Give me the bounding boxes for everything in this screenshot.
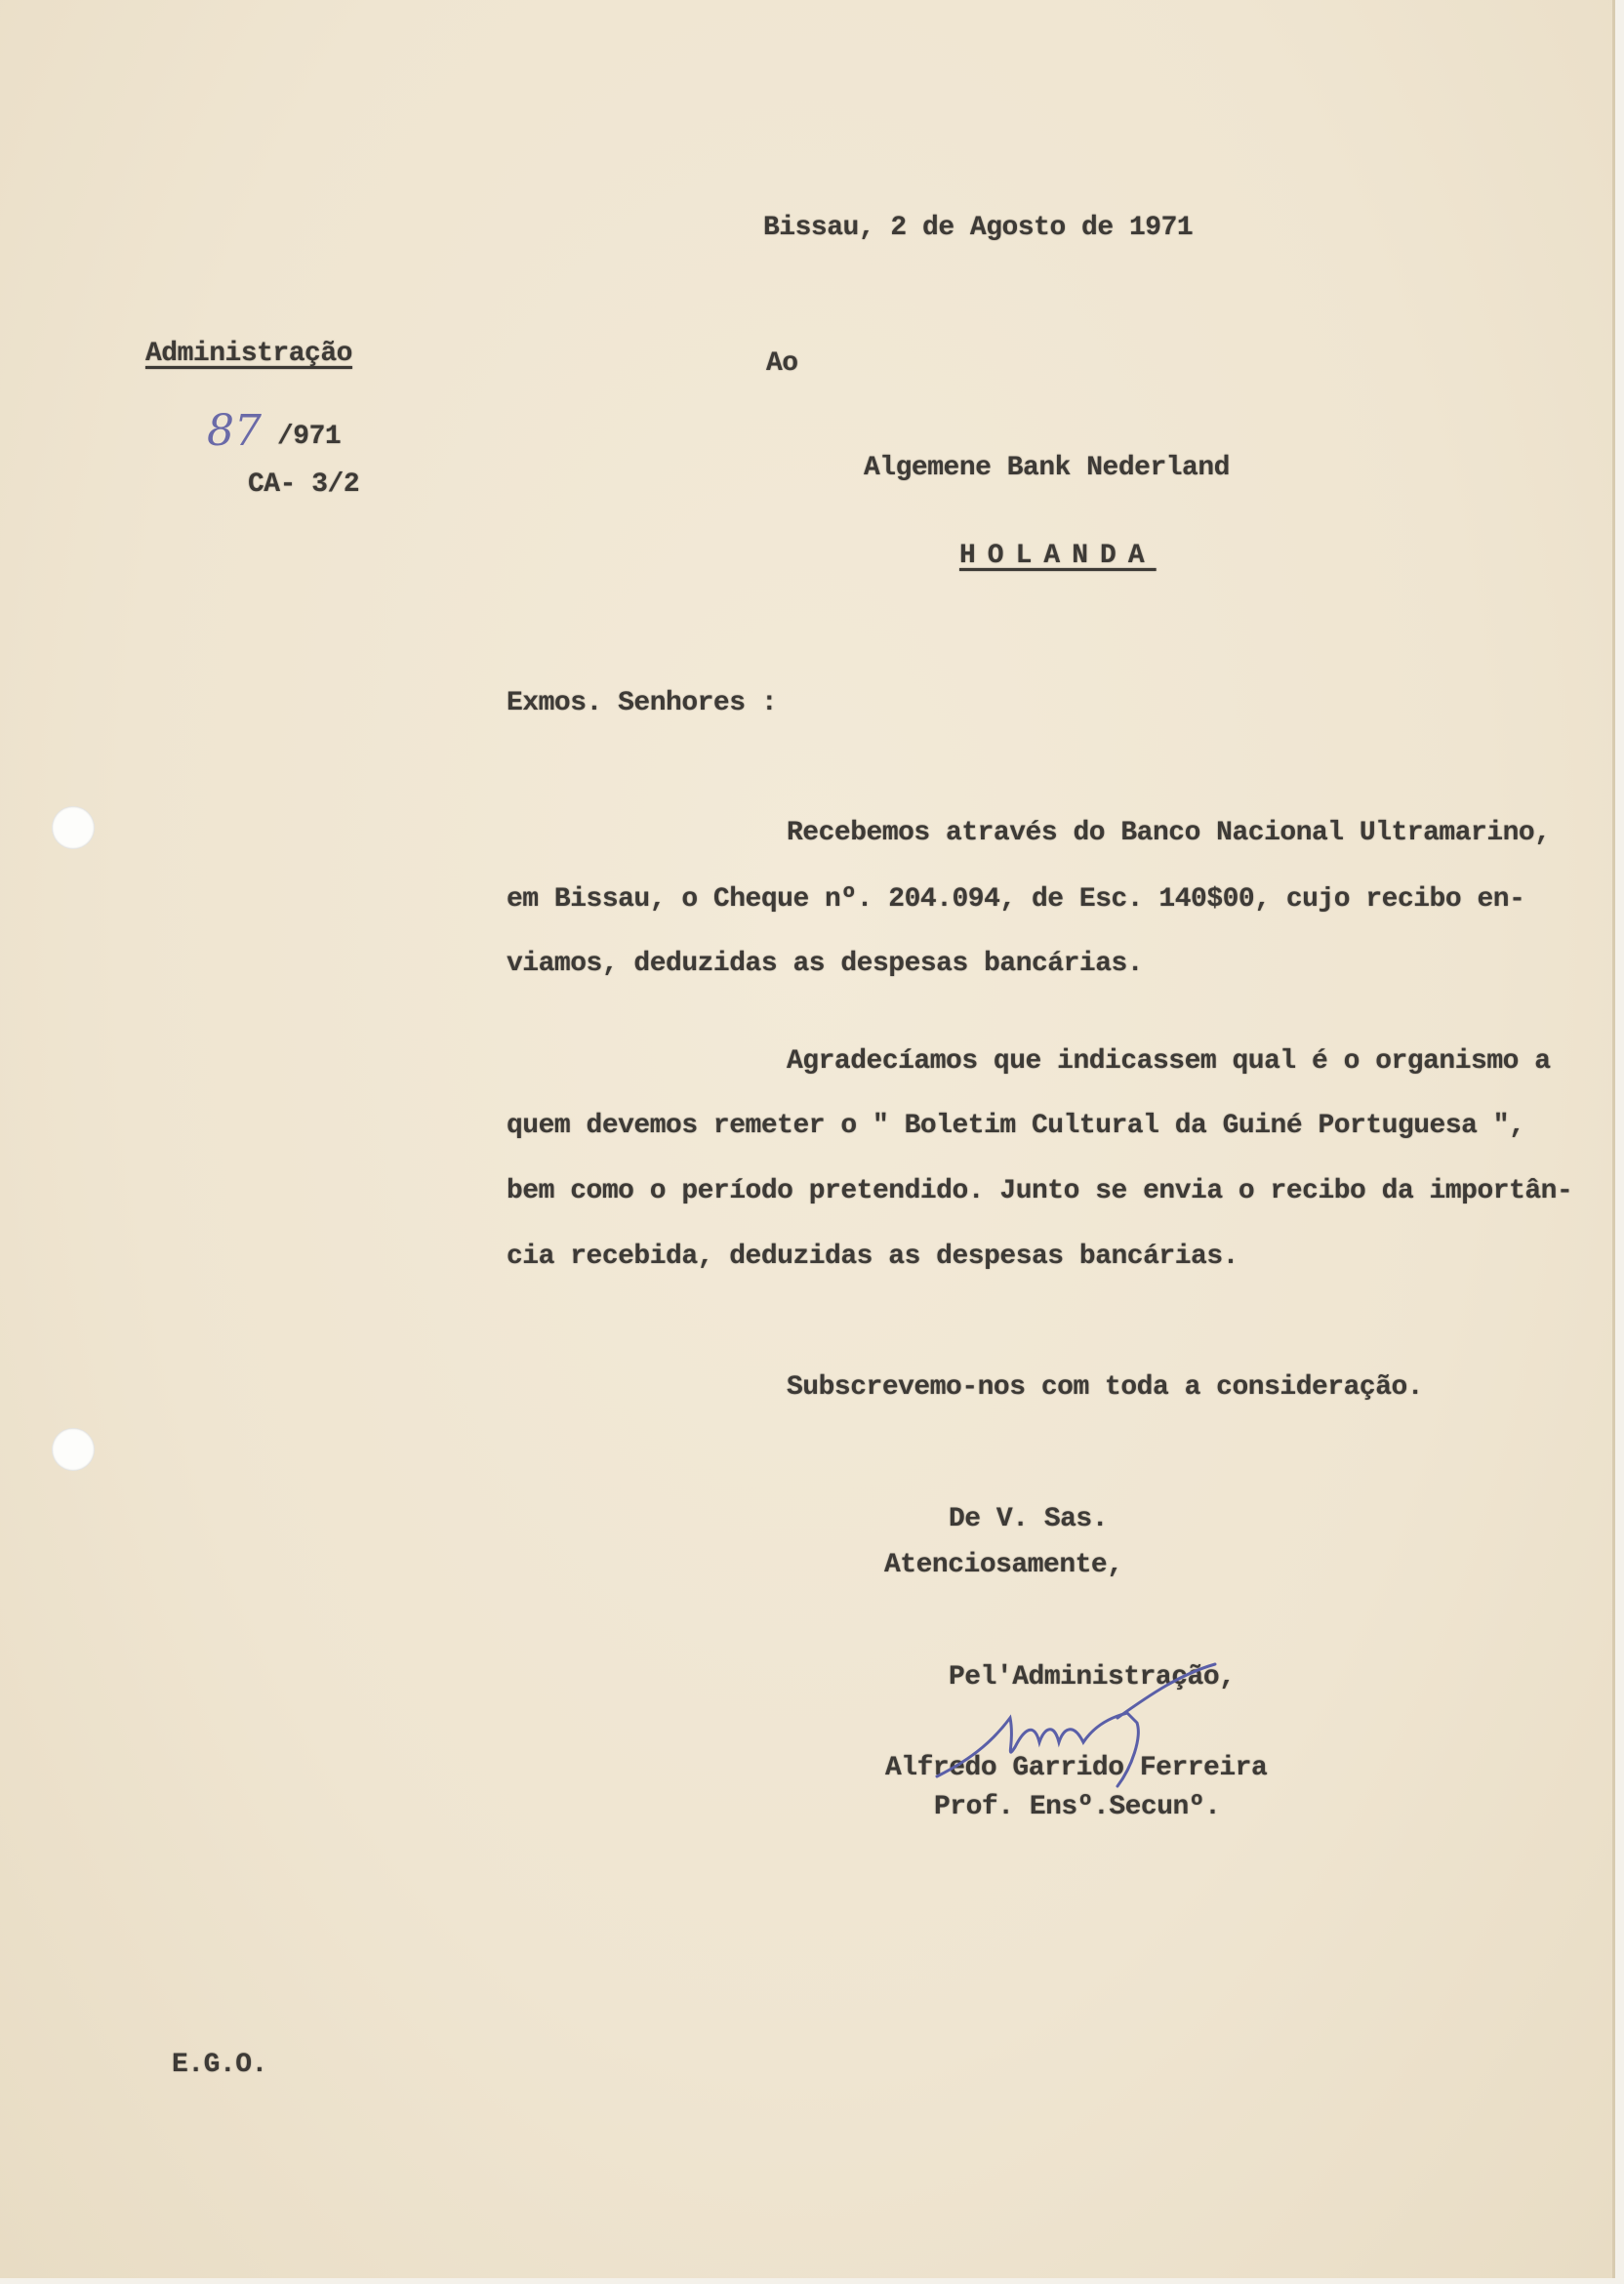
place-date: Bissau, 2 de Agosto de 1971 (763, 213, 1194, 243)
recipient-name: Algemene Bank Nederland (864, 453, 1230, 483)
department-heading: Administração (145, 339, 352, 369)
handwritten-reference-number: 87 (207, 406, 262, 456)
signatory-title: Prof. Ensº.Secunº. (934, 1792, 1221, 1822)
signoff-line2: Atenciosamente, (884, 1550, 1123, 1580)
reference-code: CA- 3/2 (248, 469, 360, 500)
reference-year: /971 (277, 422, 342, 452)
signoff-line1: De V. Sas. (949, 1504, 1109, 1534)
paragraph1-line: em Bissau, o Cheque nº. 204.094, de Esc. 140$00, cujo recibo en- (507, 884, 1525, 915)
on-behalf-line: Pel'Administração, (949, 1662, 1236, 1693)
closing-line: Subscrevemo-nos com toda a consideração. (787, 1372, 1424, 1403)
punch-hole (52, 806, 95, 849)
paragraph2-line: Agradecíamos que indicassem qual é o organismo a (787, 1046, 1551, 1077)
paragraph1-line: Recebemos através do Banco Nacional Ultramarino, (787, 818, 1551, 848)
paragraph2-line: quem devemos remeter o " Boletim Cultural da Guiné Portuguesa ", (507, 1111, 1525, 1141)
recipient-prefix: Ao (766, 348, 798, 379)
recipient-country: HOLANDA (959, 541, 1157, 571)
greeting: Exmos. Senhores : (507, 688, 778, 718)
typist-initials: E.G.O. (172, 2050, 267, 2080)
handwritten-signature (917, 1650, 1288, 1796)
signatory-name: Alfredo Garrido Ferreira (885, 1753, 1268, 1783)
punch-hole (52, 1428, 95, 1471)
paragraph2-line: bem como o período pretendido. Junto se envia o recibo da importân- (507, 1176, 1573, 1206)
paragraph1-line: viamos, deduzidas as despesas bancárias. (507, 949, 1144, 979)
paragraph2-line: cia recebida, deduzidas as despesas bancárias. (507, 1242, 1238, 1272)
